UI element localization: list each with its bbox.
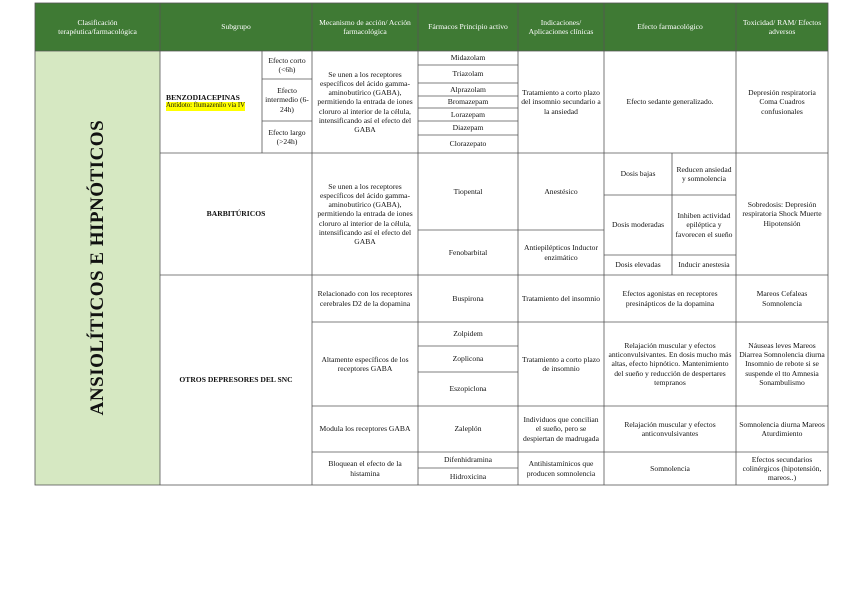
header-indicaciones: Indicaciones/ Aplicaciones clínicas: [518, 3, 604, 51]
antihist-indicacion: Antihistamínicos que producen somnolencia: [526, 459, 596, 478]
drug-diazepam: Diazepam: [452, 123, 484, 133]
subgroup-otros-depresores: OTROS DEPRESORES DEL SNC: [179, 375, 293, 385]
buspirona-mecanismo: Relacionado con los receptores cerebrales D2 de la dopamina: [317, 289, 413, 308]
drug-buspirona: Buspirona: [452, 293, 484, 303]
drug-midazolam: Midazolam: [450, 53, 486, 63]
benzo-efecto: Efecto sedante generalizado.: [626, 97, 714, 107]
drug-tiopental: Tiopental: [453, 186, 483, 196]
z-toxicidad: Náuseas leves Mareos Diarrea Somnolencia diurna Insomnio de rebote si se suspende el tto Amnesia Sonambulismo: [739, 340, 825, 387]
header-mecanismo: Mecanismo de acción/ Acción farmacológica: [312, 3, 418, 51]
dosis-bajas: Dosis bajas: [620, 169, 656, 179]
benzo-name: BENZODIACEPINAS: [166, 93, 240, 103]
drug-lorazepam: Lorazepam: [450, 109, 486, 119]
header-subgrupo: Subgrupo: [160, 3, 312, 51]
zaleplon-mecanismo: Modula los receptores GABA: [319, 424, 411, 434]
drug-hidroxicina: Hidroxicina: [449, 471, 487, 481]
antihist-efecto: Somnolencia: [650, 463, 690, 473]
header-toxicidad: Toxicidad/ RAM/ Efectos adversos: [736, 3, 828, 51]
header-clasificacion: Clasificación terapéutica/farmacológica: [35, 3, 160, 51]
drug-bromazepam: Bromazepam: [447, 97, 489, 107]
antihist-toxicidad: Efectos secundarios colinérgicos (hipotensión, mareos..): [742, 454, 822, 483]
z-efecto: Relajación muscular y efectos anticonvulsivantes. En dosis mucho más altas, efecto hipnótico. Mantenimiento del sueño y reducción de despertares tempranos: [608, 340, 732, 387]
benzo-largo: Efecto largo (>24h): [268, 127, 306, 146]
benzo-indicacion: Tratamiento a corto plazo del insomnio secundario a la ansiedad: [521, 88, 601, 116]
zaleplon-indicacion: Individuos que concilian el sueño, pero se despiertan de madrugada: [523, 415, 599, 443]
header-farmacos: Fármacos Principio activo: [418, 3, 518, 51]
barb-ind-fenobarbital: Antiepilépticos Inductor enzimático: [523, 243, 599, 262]
antihist-mecanismo: Bloquean el efecto de la histamina: [328, 459, 402, 478]
zaleplon-efecto: Relajación muscular y efectos anticonvulsivantes: [624, 419, 716, 438]
dosis-bajas-efecto: Reducen ansiedad y somnolencia: [676, 164, 732, 183]
drug-zoplicona: Zoplicona: [452, 354, 484, 364]
benzo-antidoto: Antídoto: flumazenilo vía IV: [166, 102, 246, 110]
benzo-corto: Efecto corto (<6h): [268, 55, 306, 74]
barb-mecanismo: Se unen a los receptores específicos del ácido gamma-aminobutírico (GABA), permitiendo la entrada de iones cloruro al interior de la célula, intensificando así el efecto del GABA: [317, 181, 413, 247]
buspirona-indicacion: Tratamiento del insomnio: [521, 293, 601, 303]
drug-eszopiclona: Eszopiclona: [449, 384, 487, 394]
buspirona-efecto: Efectos agonistas en receptores presinápticos de la dopamina: [622, 289, 718, 308]
drug-clorazepato: Clorazepato: [449, 139, 487, 149]
barb-toxicidad: Sobredosis: Depresión respiratoria Shock Muerte Hipotensión: [742, 200, 822, 228]
drug-zolpidem: Zolpidem: [453, 329, 483, 339]
z-mecanismo: Altamente específicos de los receptores GABA: [321, 354, 409, 373]
drug-fenobarbital: Fenobarbital: [448, 247, 488, 257]
drug-triazolam: Triazolam: [452, 69, 484, 79]
dosis-elevadas-efecto: Inducir anestesia: [678, 260, 730, 270]
drug-zaleplon: Zaleplón: [454, 424, 482, 434]
dosis-elevadas: Dosis elevadas: [615, 260, 661, 270]
barb-ind-tiopental: Anestésico: [544, 186, 578, 196]
drug-difenhidramina: Difenhidramina: [443, 455, 493, 465]
benzo-toxicidad: Depresión respiratoria Coma Cuadros confusionales: [748, 88, 816, 116]
dosis-moderadas-efecto: Inhiben actividad epiléptica y favorecen el sueño: [675, 211, 733, 239]
buspirona-toxicidad: Mareos Cefaleas Somnolencia: [756, 289, 808, 308]
zaleplon-toxicidad: Somnolencia diurna Mareos Aturdimiento: [739, 419, 825, 438]
side-category-label: ANSIOLÍTICOS E HIPNÓTICOS: [35, 51, 160, 485]
benzo-mecanismo: Se unen a los receptores específicos del ácido gamma-aminobutírico (GABA), permitiendo la entrada de iones cloruro al interior de la célula, intensificando así el efecto del GABA: [317, 69, 413, 135]
drug-alprazolam: Alprazolam: [450, 84, 486, 94]
dosis-moderadas: Dosis moderadas: [611, 220, 665, 230]
subgroup-barbituricos: BARBITÚRICOS: [206, 209, 266, 219]
benzo-intermedio: Efecto intermedio (6-24h): [265, 86, 309, 114]
z-indicacion: Tratamiento a corto plazo de insomnio: [522, 354, 600, 373]
header-efecto: Efecto farmacológico: [604, 3, 736, 51]
